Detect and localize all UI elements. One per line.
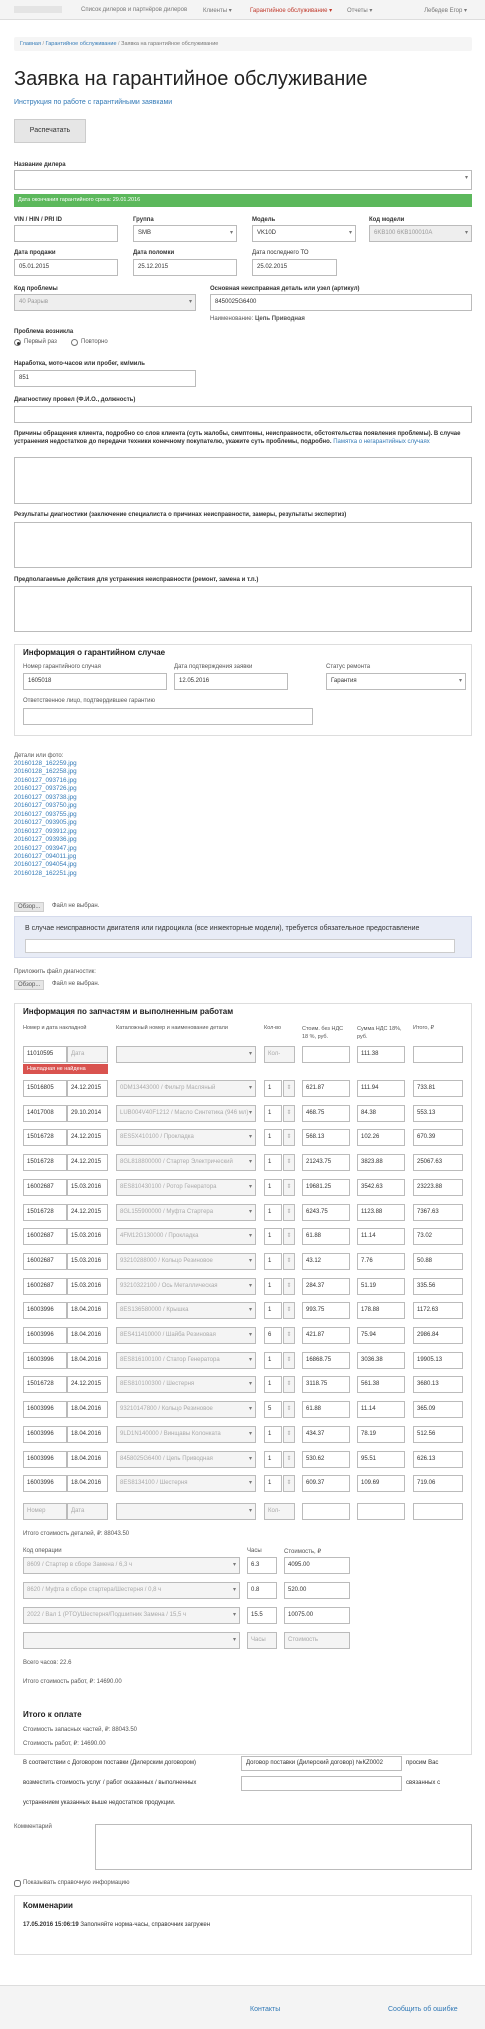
price-input[interactable]: 993.75 [302, 1302, 350, 1319]
qty-input[interactable]: 1 [264, 1451, 282, 1468]
vat-input[interactable]: 11.14 [357, 1401, 405, 1418]
payment-text-4: связанных с [406, 1780, 441, 1786]
vat-input[interactable]: 109.69 [357, 1475, 405, 1492]
invoice-date-input[interactable]: 18.04.2016 [67, 1302, 108, 1319]
no-file-label: Файл не выбран. [52, 903, 100, 909]
price-input[interactable]: 16868.75 [302, 1352, 350, 1369]
payment-parts: Стоимость запасных частей, ₽: 88043.50 [23, 1727, 138, 1733]
qty-input[interactable]: 1 [264, 1475, 282, 1492]
row-total-input[interactable]: 512.56 [413, 1426, 463, 1443]
invoice-date-input[interactable]: 24.12.2015 [67, 1154, 108, 1171]
total-hours: Всего часов: 22.6 [23, 1660, 72, 1666]
invoice-date-input[interactable]: 18.04.2016 [67, 1352, 108, 1369]
invoice-date-input[interactable]: 15.03.2016 [67, 1228, 108, 1245]
vat-input[interactable]: 3036.38 [357, 1352, 405, 1369]
file-link[interactable]: 20160127_094054.jpg [14, 861, 77, 869]
sale-date-input[interactable]: 05.01.2015 [14, 259, 118, 276]
invoice-number-input[interactable]: 16002687 [23, 1278, 67, 1295]
vin-input[interactable] [14, 225, 118, 242]
row-total-input[interactable]: 335.56 [413, 1278, 463, 1295]
diag-browse-button[interactable]: Обзор... [14, 980, 44, 990]
occur-label: Проблема возникла [14, 329, 74, 335]
price-input[interactable]: 21243.75 [302, 1154, 350, 1171]
invoice-number-input[interactable]: 16003996 [23, 1352, 67, 1369]
qty-input[interactable]: 1 [264, 1105, 282, 1122]
vin-label: VIN / HIN / PRI ID [14, 217, 63, 223]
invoice-number-input[interactable]: 16003996 [23, 1426, 67, 1443]
price-input[interactable]: 284.37 [302, 1278, 350, 1295]
contacts-link[interactable]: Контакты [250, 2006, 281, 2013]
price-input[interactable] [302, 1503, 350, 1520]
vat-input[interactable]: 111.38 [357, 1046, 405, 1063]
price-input[interactable]: 609.37 [302, 1475, 350, 1492]
invoice-date-input[interactable]: 24.12.2015 [67, 1376, 108, 1393]
contract-input[interactable]: Договор поставки (Дилерский договор) №КZ0002 [241, 1756, 402, 1771]
qty-spinner-icon[interactable]: ⇕ [283, 1228, 295, 1245]
part-select[interactable]: LUB004V40F1212 / Масло Синтетика (946 мл) ▾ [116, 1105, 256, 1122]
part-name: Цепь Приводная [254, 316, 305, 322]
price-input[interactable] [302, 1046, 350, 1063]
vat-input[interactable] [357, 1503, 405, 1520]
row-total-input[interactable]: 553.13 [413, 1105, 463, 1122]
row-total-input[interactable]: 733.81 [413, 1080, 463, 1097]
footer [0, 1985, 485, 2029]
parts-total: Итого стоимость деталей, ₽: 88043.50 [23, 1531, 130, 1537]
vat-input[interactable]: 178.88 [357, 1302, 405, 1319]
op-select[interactable]: 2022 / Вал 1 (PTO)/Шестерня/Подшипник Замена / 15,5 ч ▾ [23, 1607, 240, 1624]
op-select[interactable] [23, 1632, 240, 1649]
price-input[interactable]: 421.87 [302, 1327, 350, 1344]
header-invoice: Номер и дата накладной [23, 1025, 87, 1031]
vat-input[interactable]: 111.94 [357, 1080, 405, 1097]
row-total-input[interactable]: 19905.13 [413, 1352, 463, 1369]
price-input[interactable]: 621.87 [302, 1080, 350, 1097]
file-link[interactable]: 20160127_093912.jpg [14, 827, 77, 835]
price-input[interactable]: 61.88 [302, 1228, 350, 1245]
invoice-date-input[interactable]: 18.04.2016 [67, 1451, 108, 1468]
row-total-input[interactable]: 2986.84 [413, 1327, 463, 1344]
first-time-label: Первый раз [24, 339, 57, 345]
qty-spinner-icon[interactable]: ⇕ [283, 1426, 295, 1443]
qty-spinner-icon[interactable]: ⇕ [283, 1204, 295, 1221]
breadcrumb: Главная / Гарантийное обслуживание / Заявка на гарантийное обслуживание [14, 37, 472, 51]
part-select[interactable]: 8ES810100300 / Шестерня ▾ [116, 1376, 256, 1393]
part-select[interactable]: 93210147800 / Кольцо Резиновое ▾ [116, 1401, 256, 1418]
price-input[interactable]: 434.37 [302, 1426, 350, 1443]
comment-date: 17.05.2016 15:06:19 [23, 1922, 79, 1928]
actions-label: Предполагаемые действия для устранения неисправности (ремонт, замена и т.п.) [14, 577, 259, 583]
invoice-date-input[interactable]: 24.12.2015 [67, 1129, 108, 1146]
nav-reports[interactable]: Отчеты ▾ [347, 8, 373, 14]
diag-attach-label: Приложить файл диагностик: [14, 969, 96, 975]
op-cost-label: Стоимость, ₽ [284, 1549, 322, 1555]
hours-input[interactable]: 851 [14, 370, 196, 387]
reason-label: Причины обращения клиента, подробно со слов клиента (суть жалобы, симптомы, неисправности, обстоятельства появления проблемы). В случае устранения недостатков до передачи техники конечному покупателю, укажите суть проблемы, подробно. [14, 431, 461, 445]
part-select[interactable]: 8458025G6400 / Цепь Приводная ▾ [116, 1451, 256, 1468]
comment-text: Заполняйте норма-часы, справочник загружен [80, 1922, 211, 1928]
files-label: Детали или фото: [14, 753, 64, 759]
resp-input[interactable] [23, 708, 313, 725]
part-select[interactable]: 8ES8134100 / Шестерня ▾ [116, 1475, 256, 1492]
part-select[interactable]: 8ES136580000 / Крышка ▾ [116, 1302, 256, 1319]
op-cost-input[interactable]: 520.00 [284, 1582, 350, 1599]
invoice-date-input[interactable]: 15.03.2016 [67, 1278, 108, 1295]
price-input[interactable]: 43.12 [302, 1253, 350, 1270]
op-code-label: Код операции [23, 1548, 62, 1554]
status-label: Статус ремонта [326, 664, 371, 670]
header-price: Стоим. без НДС 18 %, руб. [302, 1026, 344, 1040]
invoice-number-input[interactable]: 14017008 [23, 1105, 67, 1122]
files-list [14, 760, 77, 878]
qty-input[interactable]: 1 [264, 1154, 282, 1171]
op-cost-input[interactable]: 4095.00 [284, 1557, 350, 1574]
breakdown-date-input[interactable]: 25.12.2015 [133, 259, 237, 276]
file-link[interactable]: 20160127_093726.jpg [14, 785, 77, 793]
price-input[interactable]: 568.13 [302, 1129, 350, 1146]
group-label: Группа [133, 217, 154, 223]
part-select[interactable]: 8ES5X410100 / Прокладка ▾ [116, 1129, 256, 1146]
qty-spinner-icon[interactable]: ⇕ [283, 1179, 295, 1196]
file-link[interactable]: 20160127_094011.jpg [14, 852, 77, 860]
vat-input[interactable]: 3542.63 [357, 1179, 405, 1196]
part-select[interactable]: 93210288000 / Кольцо Резиновое ▾ [116, 1253, 256, 1270]
price-input[interactable]: 19681.25 [302, 1179, 350, 1196]
qty-spinner-icon[interactable]: ⇕ [283, 1302, 295, 1319]
payment-text-2: просим Вас [406, 1760, 439, 1766]
dealer-select[interactable] [14, 170, 472, 190]
qty-input[interactable]: 1 [264, 1129, 282, 1146]
qty-spinner-icon[interactable]: ⇕ [283, 1475, 295, 1492]
invoice-date-input[interactable]: 29.10.2014 [67, 1105, 108, 1122]
part-select[interactable]: 8GL155900000 / Муфта Стартера ▾ [116, 1204, 256, 1221]
price-input[interactable]: 6243.75 [302, 1204, 350, 1221]
op-hours-input[interactable]: 0.8 [247, 1582, 277, 1599]
problem-code-label: Код проблемы [14, 286, 58, 292]
invoice-number-input[interactable]: 15016805 [23, 1080, 67, 1097]
file-link[interactable]: 20160127_093716.jpg [14, 776, 77, 784]
file-link[interactable]: 20160128_162251.jpg [14, 869, 77, 877]
qty-input[interactable]: 1 [264, 1376, 282, 1393]
breadcrumb-home[interactable]: Главная [20, 41, 41, 47]
group-select[interactable]: SMB ▾ [133, 225, 237, 242]
invoice-number-input[interactable]: 15016728 [23, 1129, 67, 1146]
part-select[interactable]: 8ES816100100 / Статор Генератора ▾ [116, 1352, 256, 1369]
vat-input[interactable]: 84.38 [357, 1105, 405, 1122]
show-reference-checkbox[interactable] [14, 1880, 21, 1887]
part-select[interactable] [116, 1046, 256, 1063]
qty-input[interactable]: Кол- [264, 1046, 295, 1063]
show-reference-label: Показывать справочную информацию [23, 1880, 130, 1886]
invoice-number-input[interactable]: 16003996 [23, 1302, 67, 1319]
vat-input[interactable]: 11.14 [357, 1228, 405, 1245]
price-input[interactable]: 61.88 [302, 1401, 350, 1418]
qty-input[interactable]: 1 [264, 1204, 282, 1221]
qty-input[interactable]: 1 [264, 1302, 282, 1319]
qty-input[interactable]: 1 [264, 1253, 282, 1270]
row-total-input[interactable]: 626.13 [413, 1451, 463, 1468]
part-select[interactable]: 0DM13443000 / Фильтр Масляный ▾ [116, 1080, 256, 1097]
file-link[interactable]: 20160127_093947.jpg [14, 844, 77, 852]
invoice-date-input[interactable]: 15.03.2016 [67, 1253, 108, 1270]
case-label: Номер гарантийного случая [23, 664, 101, 670]
qty-input[interactable]: 1 [264, 1228, 282, 1245]
invoice-number-input[interactable]: 16002687 [23, 1228, 67, 1245]
problem-code-select[interactable]: 40 Разрыв ▾ [14, 294, 196, 311]
vat-input[interactable]: 95.51 [357, 1451, 405, 1468]
status-select[interactable]: Гарантия ▾ [326, 673, 466, 690]
op-select[interactable]: 8609 / Стартер в сборе Замена / 6,3 ч ▾ [23, 1557, 240, 1574]
op-hours-input[interactable]: 15.5 [247, 1607, 277, 1624]
invoice-not-found-alert: Накладная не найдена [23, 1064, 108, 1074]
vat-input[interactable]: 78.19 [357, 1426, 405, 1443]
qty-spinner-icon[interactable]: ⇕ [283, 1129, 295, 1146]
op-cost-input[interactable]: Стоимость [284, 1632, 350, 1649]
invoice-number-input[interactable]: 16002687 [23, 1253, 67, 1270]
qty-spinner-icon[interactable]: ⇕ [283, 1105, 295, 1122]
part-select[interactable]: 93210322100 / Ось Металлическая ▾ [116, 1278, 256, 1295]
invoice-number-input[interactable]: 16003996 [23, 1327, 67, 1344]
invoice-date-input[interactable]: Дата [67, 1046, 108, 1063]
page-title: Заявка на гарантийное обслуживание [14, 68, 368, 90]
qty-input[interactable]: 1 [264, 1278, 282, 1295]
vat-input[interactable]: 7.76 [357, 1253, 405, 1270]
header-part: Каталожный номер и наименование детали [116, 1025, 228, 1031]
row-total-input[interactable]: 3680.13 [413, 1376, 463, 1393]
vat-input[interactable]: 102.26 [357, 1129, 405, 1146]
case-input[interactable]: 1605018 [23, 673, 167, 690]
row-total-input[interactable]: 7367.63 [413, 1204, 463, 1221]
nav-dealers[interactable]: Список дилеров и партнёров дилеров [81, 7, 188, 13]
qty-spinner-icon[interactable]: ⇕ [283, 1327, 295, 1344]
row-total-input[interactable] [413, 1503, 463, 1520]
payment-title: Итого к оплате [23, 1710, 82, 1719]
row-total-input[interactable]: 25067.63 [413, 1154, 463, 1171]
breadcrumb-current: Заявка на гарантийное обслуживание [121, 41, 219, 47]
payment-works: Стоимость работ, ₽: 14690.00 [23, 1741, 106, 1747]
qty-spinner-icon[interactable]: ⇕ [283, 1154, 295, 1171]
qty-input[interactable]: 1 [264, 1352, 282, 1369]
first-time-radio[interactable] [14, 339, 21, 346]
vat-input[interactable]: 3823.88 [357, 1154, 405, 1171]
invoice-date-input[interactable]: 18.04.2016 [67, 1475, 108, 1492]
diag-no-file-label: Файл не выбран. [52, 981, 100, 987]
invoice-number-input[interactable]: 11010595 [23, 1046, 67, 1063]
invoice-number-input[interactable]: Номер [23, 1503, 67, 1520]
header-total: Итого, ₽ [413, 1025, 434, 1031]
payment-text-5: устранением указанных выше недостатков продукции. [23, 1800, 176, 1806]
engine-info-box [14, 916, 472, 958]
comment-textarea[interactable] [95, 1824, 472, 1870]
reason-textarea[interactable] [14, 457, 472, 504]
works-total: Итого стоимость работ, ₽: 14690.00 [23, 1679, 122, 1685]
actions-textarea[interactable] [14, 586, 472, 632]
confirm-input[interactable]: 12.05.2016 [174, 673, 288, 690]
qty-input[interactable]: 1 [264, 1179, 282, 1196]
confirm-label: Дата подтверждения заявки [174, 664, 253, 670]
invoice-date-input[interactable]: 18.04.2016 [67, 1401, 108, 1418]
nav-clients[interactable]: Клиенты ▾ [203, 8, 232, 14]
sale-date-label: Дата продажи [14, 250, 56, 256]
parts-title: Информация по запчастям и выполненным работам [23, 1007, 234, 1016]
op-select[interactable]: 8620 / Муфта в сборе стартера/Шестерня / 0,8 ч ▾ [23, 1582, 240, 1599]
browse-button[interactable]: Обзор... [14, 902, 44, 912]
vat-input[interactable]: 1123.88 [357, 1204, 405, 1221]
part-select[interactable]: 8ES411410000 / Шайба Резиновая ▾ [116, 1327, 256, 1344]
qty-spinner-icon[interactable]: ⇕ [283, 1451, 295, 1468]
qty-input[interactable]: 1 [264, 1080, 282, 1097]
row-total-input[interactable] [413, 1046, 463, 1063]
row-total-input[interactable]: 365.09 [413, 1401, 463, 1418]
qty-spinner-icon[interactable]: ⇕ [283, 1278, 295, 1295]
logo[interactable] [14, 6, 62, 13]
services-input[interactable] [241, 1776, 402, 1791]
comments-title: Комменарии [23, 1901, 73, 1910]
file-link[interactable]: 20160127_093755.jpg [14, 810, 77, 818]
qty-input[interactable]: 1 [264, 1426, 282, 1443]
invoice-number-input[interactable]: 16003996 [23, 1451, 67, 1468]
diag-input[interactable] [14, 406, 472, 423]
model-label: Модель [252, 217, 276, 223]
invoice-date-input[interactable]: Дата [67, 1503, 108, 1520]
qty-spinner-icon[interactable]: ⇕ [283, 1401, 295, 1418]
vat-input[interactable]: 75.94 [357, 1327, 405, 1344]
repeat-label: Повторно [81, 339, 108, 345]
part-select[interactable]: 9LD1N140000 / Винщавы Колонката ▾ [116, 1426, 256, 1443]
nav-warranty[interactable]: Гарантийное обслуживание ▾ [250, 8, 333, 14]
row-total-input[interactable]: 1172.63 [413, 1302, 463, 1319]
qty-spinner-icon[interactable]: ⇕ [283, 1352, 295, 1369]
last-to-label: Дата последнего ТО [252, 250, 309, 256]
invoice-number-input[interactable]: 16003996 [23, 1401, 67, 1418]
invoice-number-input[interactable]: 15016728 [23, 1154, 67, 1171]
warranty-title: Информация о гарантийном случае [23, 648, 166, 657]
qty-input[interactable]: 5 [264, 1401, 282, 1418]
row-total-input[interactable]: 23223.88 [413, 1179, 463, 1196]
invoice-date-input[interactable]: 18.04.2016 [67, 1426, 108, 1443]
file-link[interactable]: 20160127_093750.jpg [14, 802, 77, 810]
resp-label: Ответственное лицо, подтвердившее гарантию [23, 698, 155, 704]
file-link[interactable]: 20160128_162258.jpg [14, 768, 77, 776]
breadcrumb-warranty[interactable]: Гарантийное обслуживание [45, 41, 117, 47]
repeat-radio[interactable] [71, 339, 78, 346]
part-select[interactable] [116, 1503, 256, 1520]
engine-file-box[interactable] [25, 939, 455, 953]
hours-label: Наработка, мото-часов или пробег, км/миль [14, 361, 145, 367]
model-code-label: Код модели [369, 217, 405, 223]
row-total-input[interactable]: 670.39 [413, 1129, 463, 1146]
results-textarea[interactable] [14, 522, 472, 568]
qty-spinner-icon[interactable]: ⇕ [283, 1253, 295, 1270]
invoice-date-input[interactable]: 15.03.2016 [67, 1179, 108, 1196]
qty-input[interactable]: Кол- [264, 1503, 295, 1520]
vat-input[interactable]: 561.38 [357, 1376, 405, 1393]
engine-note: В случае неисправности двигателя или гидроцикла (все инжекторные модели), требуется обязательное предоставление [25, 925, 420, 932]
invoice-number-input[interactable]: 15016728 [23, 1376, 67, 1393]
invoice-date-input[interactable]: 18.04.2016 [67, 1327, 108, 1344]
model-select[interactable]: VK10D ▾ [252, 225, 356, 242]
op-cost-input[interactable]: 10075.00 [284, 1607, 350, 1624]
part-select[interactable]: 4FM12G130000 / Прокладка ▾ [116, 1228, 256, 1245]
invoice-date-input[interactable]: 24.12.2015 [67, 1080, 108, 1097]
file-link[interactable]: 20160127_093905.jpg [14, 819, 77, 827]
invoice-number-input[interactable]: 15016728 [23, 1204, 67, 1221]
model-code-select[interactable]: 6KB100 6KB100010A ▾ [369, 225, 472, 242]
payment-text-1: В соответствии с Договором поставки (Дилерским договором) [23, 1760, 196, 1766]
part-name-label: Наименование: [210, 316, 254, 322]
diag-label: Диагностику провел (Ф.И.О., должность) [14, 397, 136, 403]
invoice-date-input[interactable]: 24.12.2015 [67, 1204, 108, 1221]
part-input[interactable]: 8450025G6400 [210, 294, 472, 311]
results-label: Результаты диагностики (заключение специалиста о причинах неисправности, замеры, результаты экспертиз) [14, 512, 347, 518]
qty-spinner-icon[interactable]: ⇕ [283, 1376, 295, 1393]
invoice-number-input[interactable]: 16003996 [23, 1475, 67, 1492]
file-link[interactable]: 20160127_093738.jpg [14, 793, 77, 801]
comment-label: Комментарий [14, 1824, 52, 1830]
print-button[interactable]: Распечатать [14, 119, 86, 143]
dealer-label: Название дилера [14, 162, 66, 168]
breakdown-date-label: Дата поломки [133, 250, 175, 256]
op-hours-input[interactable]: 6.3 [247, 1557, 277, 1574]
part-select[interactable]: 8ES810430100 / Ротор Генератора ▾ [116, 1179, 256, 1196]
part-select[interactable]: 8GL818800000 / Стартер Электрический ▾ [116, 1154, 256, 1171]
part-label: Основная неисправная деталь или узел (артикул) [210, 286, 360, 292]
price-input[interactable]: 468.75 [302, 1105, 350, 1122]
instructions-link[interactable]: Инструкция по работе с гарантийными заявками [14, 99, 173, 106]
price-input[interactable]: 3118.75 [302, 1376, 350, 1393]
file-link[interactable]: 20160127_093936.jpg [14, 836, 77, 844]
last-to-input[interactable]: 25.02.2015 [252, 259, 337, 276]
file-link[interactable]: 20160128_162259.jpg [14, 760, 77, 767]
qty-input[interactable]: 6 [264, 1327, 282, 1344]
row-total-input[interactable]: 73.02 [413, 1228, 463, 1245]
header-qty: Кол-во [264, 1025, 282, 1031]
op-hours-label: Часы [247, 1548, 262, 1554]
warranty-expiry-alert: Дата окончания гарантийного срока: 29.01.2016 [14, 194, 472, 207]
op-hours-input[interactable]: Часы [247, 1632, 277, 1649]
header-vat: Сумма НДС 18%, руб. [357, 1026, 402, 1040]
payment-text-3: возместить стоимость услуг / работ оказанных / выполненных [23, 1780, 197, 1786]
report-error-link[interactable]: Сообщить об ошибке [388, 2006, 458, 2013]
qty-spinner-icon[interactable]: ⇕ [283, 1080, 295, 1097]
user-menu[interactable]: Лебедев Егор ▾ [424, 8, 467, 14]
non-warranty-link[interactable]: Памятка о негарантийных случаях [333, 439, 430, 445]
price-input[interactable]: 530.62 [302, 1451, 350, 1468]
row-total-input[interactable]: 719.06 [413, 1475, 463, 1492]
row-total-input[interactable]: 50.88 [413, 1253, 463, 1270]
top-navbar [0, 0, 485, 20]
vat-input[interactable]: 51.19 [357, 1278, 405, 1295]
invoice-number-input[interactable]: 16002687 [23, 1179, 67, 1196]
